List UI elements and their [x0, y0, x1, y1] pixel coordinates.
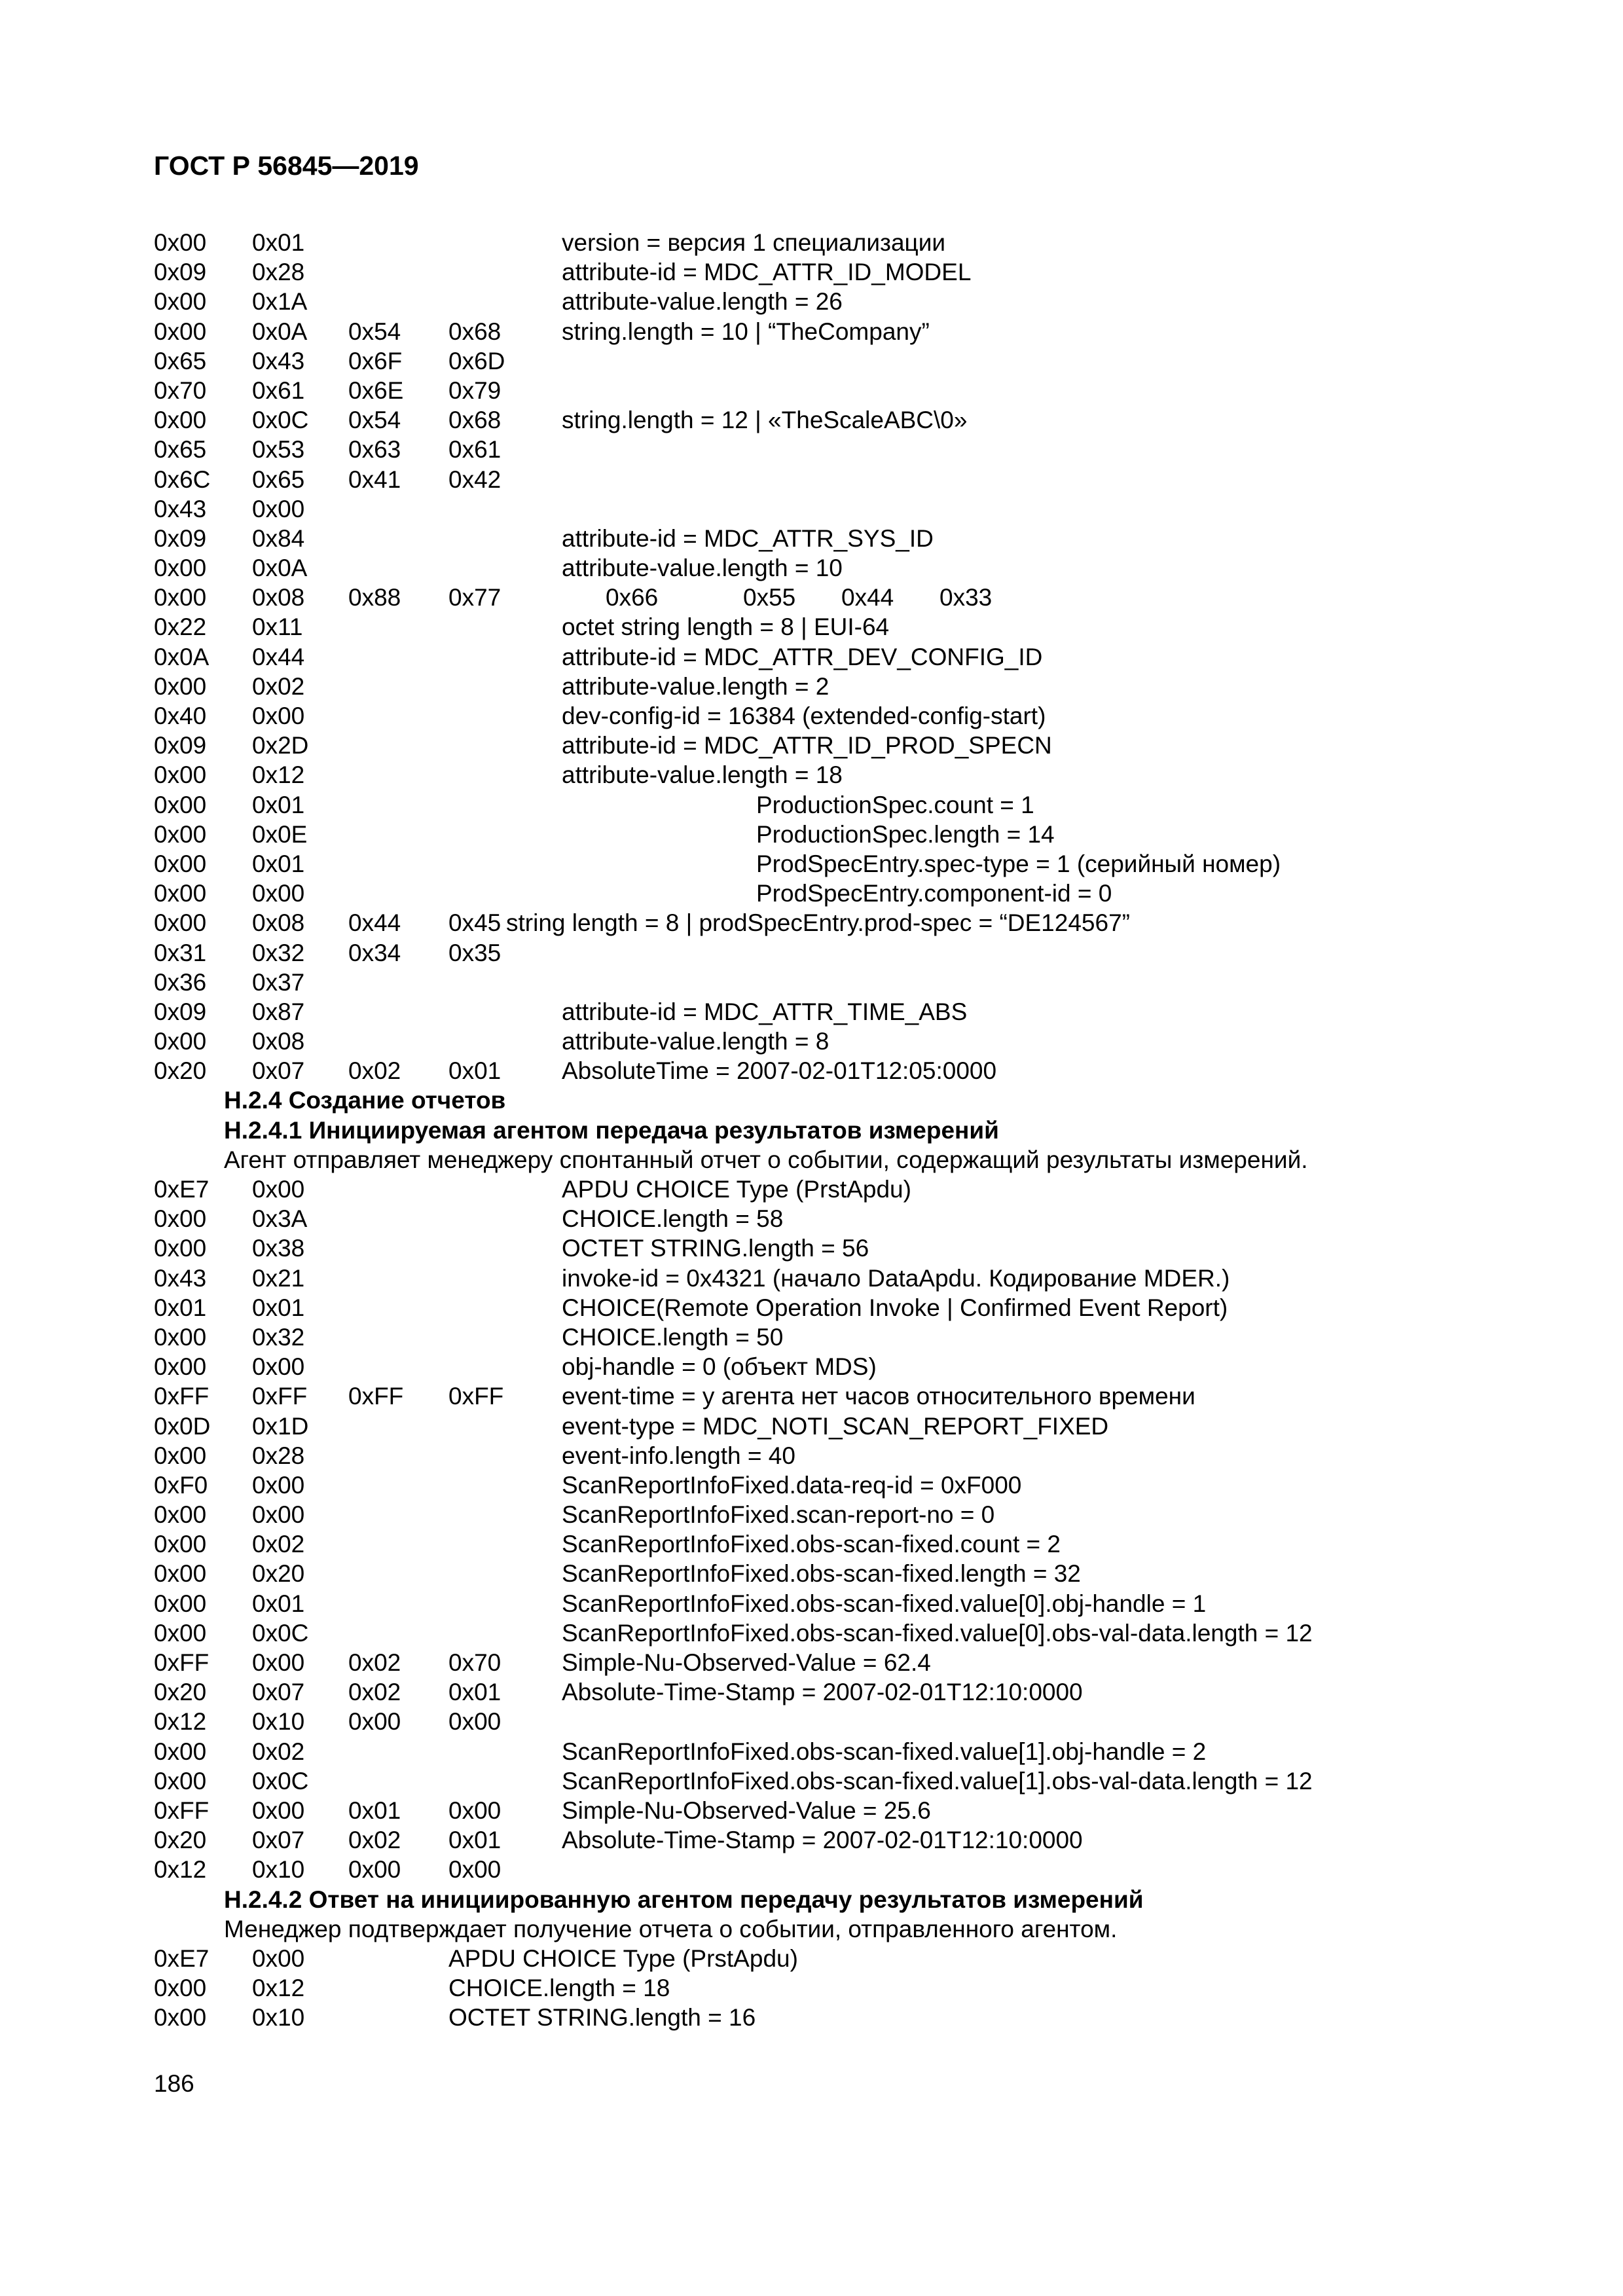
- hex-row: [154, 1412, 1529, 1441]
- hex-byte: 0x00: [448, 1856, 501, 1884]
- hex-row: [154, 1825, 1529, 1855]
- hex-byte: 0x36: [154, 968, 207, 996]
- hex-byte: 0x00: [252, 702, 305, 729]
- heading-text: H.2.4.1 Инициируемая агентом передача результатов измерений: [224, 1116, 999, 1144]
- hex-row: [154, 2003, 1529, 2032]
- hex-byte: 0x66: [606, 584, 659, 611]
- hex-byte: 0xFF: [252, 1383, 308, 1410]
- field-description: attribute-value.length = 2: [562, 672, 830, 700]
- field-description: CHOICE.length = 50: [562, 1323, 784, 1351]
- hex-byte: 0x00: [154, 1323, 207, 1351]
- hex-byte: 0x00: [252, 1944, 305, 1972]
- hex-row: [154, 317, 1529, 346]
- hex-byte: 0x09: [154, 732, 207, 759]
- hex-byte: 0x00: [154, 1738, 207, 1765]
- hex-byte: 0x00: [154, 1442, 207, 1469]
- hex-row: [154, 494, 1529, 524]
- hex-byte: 0x00: [154, 1501, 207, 1529]
- hex-row: [154, 1796, 1529, 1825]
- hex-byte: 0x10: [252, 1708, 305, 1736]
- field-description: ScanReportInfoFixed.obs-scan-fixed.value[1].obs-val-data.length = 12: [562, 1767, 1313, 1795]
- hex-byte: 0x00: [252, 1649, 305, 1676]
- document-header: ГОСТ Р 56845—2019: [154, 151, 419, 181]
- hex-row: [154, 1027, 1529, 1056]
- field-description: Simple-Nu-Observed-Value = 62.4: [562, 1649, 931, 1676]
- hex-row: [154, 346, 1529, 376]
- hex-byte: 0x55: [743, 584, 796, 611]
- hex-row: [154, 1264, 1529, 1293]
- hex-byte: 0x0D: [154, 1412, 211, 1440]
- hex-row: [154, 1233, 1529, 1263]
- hex-byte: 0x00: [154, 288, 207, 316]
- field-description: attribute-id = MDC_ATTR_TIME_ABS: [562, 998, 968, 1025]
- hex-row: [154, 287, 1529, 316]
- section-text: [154, 1914, 1529, 1944]
- field-description: ScanReportInfoFixed.obs-scan-fixed.length = 32: [562, 1560, 1081, 1588]
- field-description: attribute-value.length = 26: [562, 288, 843, 316]
- hex-byte: 0xFF: [448, 1383, 504, 1410]
- hex-byte: 0x00: [154, 584, 207, 611]
- hex-byte: 0x00: [154, 1353, 207, 1381]
- field-description: ProductionSpec.length = 14: [756, 820, 1055, 848]
- hex-row: [154, 908, 1529, 938]
- hex-byte: 0x10: [252, 1856, 305, 1884]
- hex-byte: 0x43: [154, 495, 207, 522]
- hex-byte: 0x02: [252, 1738, 305, 1765]
- hex-byte: 0x00: [252, 1353, 305, 1381]
- hex-byte: 0x00: [252, 1471, 305, 1499]
- hex-row: [154, 672, 1529, 701]
- hex-byte: 0x0A: [252, 318, 308, 345]
- hex-byte: 0x08: [252, 584, 305, 611]
- hex-byte: 0x70: [154, 376, 207, 404]
- field-description: ScanReportInfoFixed.obs-scan-fixed.value[0].obj-handle = 1: [562, 1590, 1207, 1617]
- hex-row: [154, 1855, 1529, 1884]
- section-heading: [154, 1116, 1529, 1145]
- hex-byte: 0x32: [252, 1323, 305, 1351]
- hex-byte: 0x02: [348, 1679, 401, 1706]
- hex-byte: 0x43: [252, 347, 305, 374]
- hex-row: [154, 1470, 1529, 1500]
- hex-byte: 0x70: [448, 1649, 501, 1676]
- hex-byte: 0x41: [348, 465, 401, 493]
- section-heading: [154, 1885, 1529, 1914]
- field-description: event-time = у агента нет часов относительного времени: [562, 1383, 1195, 1410]
- hex-byte: 0x0E: [252, 820, 308, 848]
- hex-byte: 0x1D: [252, 1412, 309, 1440]
- hex-byte: 0x65: [154, 436, 207, 464]
- hex-byte: 0x20: [154, 1827, 207, 1854]
- hex-byte: 0x68: [448, 318, 501, 345]
- hex-byte: 0x09: [154, 998, 207, 1025]
- hex-byte: 0x01: [448, 1827, 501, 1854]
- hex-row: [154, 849, 1529, 879]
- hex-byte: 0x45: [448, 909, 501, 937]
- hex-byte: 0x02: [348, 1649, 401, 1676]
- hex-byte: 0x33: [939, 584, 993, 611]
- hex-byte: 0x12: [154, 1856, 207, 1884]
- hex-byte: 0x00: [154, 1590, 207, 1617]
- hex-row: [154, 524, 1529, 553]
- hex-byte: 0x00: [154, 229, 207, 256]
- field-description: APDU CHOICE Type (PrstApdu): [448, 1944, 798, 1972]
- hex-byte: 0x00: [154, 909, 207, 937]
- hex-row: [154, 1352, 1529, 1381]
- hex-byte: 0xFF: [154, 1383, 210, 1410]
- hex-byte: 0x00: [154, 1975, 207, 2002]
- hex-byte: 0x02: [348, 1827, 401, 1854]
- hex-byte: 0x00: [154, 2004, 207, 2032]
- hex-byte: 0x01: [252, 1294, 305, 1321]
- field-description: string.length = 12 | «TheScaleABC\0»: [562, 407, 968, 434]
- hex-byte: 0x00: [154, 1619, 207, 1647]
- hex-row: [154, 968, 1529, 997]
- hex-byte: 0x09: [154, 524, 207, 552]
- hex-byte: 0x01: [252, 850, 305, 877]
- section-heading: [154, 1085, 1529, 1115]
- hex-row: [154, 376, 1529, 405]
- hex-byte: 0xF0: [154, 1471, 208, 1499]
- field-description: octet string length = 8 | EUI-64: [562, 613, 890, 641]
- hex-byte: 0x0C: [252, 1619, 309, 1647]
- hex-byte: 0x01: [252, 791, 305, 818]
- hex-byte: 0x02: [252, 672, 305, 700]
- hex-byte: 0x00: [154, 1205, 207, 1233]
- hex-byte: 0x00: [154, 1531, 207, 1558]
- hex-byte: 0x00: [348, 1856, 401, 1884]
- hex-byte: 0x00: [154, 555, 207, 582]
- hex-byte: 0xE7: [154, 1944, 210, 1972]
- field-description: AbsoluteTime = 2007-02-01T12:05:0000: [562, 1057, 997, 1085]
- field-description: ScanReportInfoFixed.obs-scan-fixed.count = 2: [562, 1531, 1061, 1558]
- hex-byte: 0x00: [154, 1560, 207, 1588]
- hex-byte: 0x12: [252, 761, 305, 789]
- hex-row: [154, 1381, 1529, 1411]
- hex-byte: 0x00: [448, 1708, 501, 1736]
- hex-row: [154, 465, 1529, 494]
- hex-byte: 0x43: [154, 1264, 207, 1292]
- hex-byte: 0x00: [154, 820, 207, 848]
- field-description: OCTET STRING.length = 56: [562, 1235, 869, 1262]
- field-description: ProdSpecEntry.spec-type = 1 (серийный номер): [756, 850, 1281, 877]
- hex-byte: 0x00: [154, 791, 207, 818]
- field-description: ScanReportInfoFixed.scan-report-no = 0: [562, 1501, 995, 1529]
- hex-row: [154, 228, 1529, 257]
- hex-byte: 0x02: [348, 1057, 401, 1085]
- hex-row: [154, 405, 1529, 435]
- hex-byte: 0x6D: [448, 347, 505, 374]
- field-description: OCTET STRING.length = 16: [448, 2004, 756, 2032]
- field-description: CHOICE.length = 18: [448, 1975, 670, 2002]
- hex-byte: 0x07: [252, 1057, 305, 1085]
- hex-byte: 0x40: [154, 702, 207, 729]
- hex-byte: 0x00: [252, 1796, 305, 1824]
- hex-byte: 0x12: [252, 1975, 305, 2002]
- hex-byte: 0x21: [252, 1264, 305, 1292]
- hex-byte: 0x02: [252, 1531, 305, 1558]
- heading-text: H.2.4.2 Ответ на инициированную агентом передачу результатов измерений: [224, 1886, 1144, 1913]
- hex-byte: 0x34: [348, 939, 401, 966]
- hex-row: [154, 1559, 1529, 1588]
- hex-byte: 0x01: [448, 1057, 501, 1085]
- hex-row: [154, 1618, 1529, 1648]
- paragraph-text: Агент отправляет менеджеру спонтанный отчет о событии, содержащий результаты измерений.: [224, 1146, 1308, 1173]
- hex-row: [154, 1944, 1529, 1973]
- hex-byte: 0x54: [348, 318, 401, 345]
- hex-row: [154, 701, 1529, 731]
- hex-byte: 0x68: [448, 407, 501, 434]
- hex-row: [154, 1441, 1529, 1470]
- hex-row: [154, 435, 1529, 464]
- hex-row: [154, 257, 1529, 287]
- hex-byte: 0x63: [348, 436, 401, 464]
- field-description: ScanReportInfoFixed.obs-scan-fixed.value[0].obs-val-data.length = 12: [562, 1619, 1313, 1647]
- field-description: Absolute-Time-Stamp = 2007-02-01T12:10:0000: [562, 1827, 1083, 1854]
- hex-byte: 0x10: [252, 2004, 305, 2032]
- hex-byte: 0x07: [252, 1827, 305, 1854]
- hex-byte: 0x35: [448, 939, 501, 966]
- hex-row: [154, 1529, 1529, 1559]
- hex-byte: 0x00: [154, 880, 207, 907]
- hex-byte: 0x00: [154, 1028, 207, 1055]
- field-description: attribute-id = MDC_ATTR_SYS_ID: [562, 524, 934, 552]
- hex-byte: 0x79: [448, 376, 501, 404]
- field-description: invoke-id = 0x4321 (начало DataApdu. Кодирование MDER.): [562, 1264, 1230, 1292]
- hex-byte: 0x28: [252, 259, 305, 286]
- hex-byte: 0x42: [448, 465, 501, 493]
- hex-row: [154, 553, 1529, 583]
- hex-byte: 0x2D: [252, 732, 309, 759]
- field-description: attribute-id = MDC_ATTR_ID_MODEL: [562, 259, 972, 286]
- hex-byte: 0x65: [252, 465, 305, 493]
- hex-byte: 0x09: [154, 259, 207, 286]
- hex-byte: 0x00: [154, 672, 207, 700]
- hex-byte: 0xFF: [154, 1649, 210, 1676]
- hex-row: [154, 879, 1529, 908]
- hex-byte: 0x08: [252, 1028, 305, 1055]
- hex-dump-listing: [154, 228, 1529, 2032]
- hex-byte: 0x3A: [252, 1205, 308, 1233]
- hex-byte: 0x00: [252, 880, 305, 907]
- field-description: CHOICE.length = 58: [562, 1205, 784, 1233]
- field-description: APDU CHOICE Type (PrstApdu): [562, 1176, 911, 1203]
- hex-row: [154, 731, 1529, 760]
- hex-byte: 0x44: [252, 643, 305, 670]
- hex-byte: 0x00: [448, 1796, 501, 1824]
- hex-byte: 0x61: [448, 436, 501, 464]
- field-description: attribute-value.length = 18: [562, 761, 843, 789]
- hex-byte: 0x00: [348, 1708, 401, 1736]
- field-description: obj-handle = 0 (объект MDS): [562, 1353, 877, 1381]
- hex-row: [154, 1204, 1529, 1233]
- hex-byte: 0x22: [154, 613, 207, 641]
- hex-row: [154, 1589, 1529, 1618]
- hex-byte: 0x88: [348, 584, 401, 611]
- hex-row: [154, 642, 1529, 672]
- field-description: attribute-value.length = 10: [562, 555, 843, 582]
- hex-row: [154, 1677, 1529, 1707]
- paragraph-text: Менеджер подтверждает получение отчета о событии, отправленного агентом.: [224, 1915, 1118, 1942]
- field-description: string length = 8 | prodSpecEntry.prod-spec = “DE124567”: [506, 909, 1130, 937]
- hex-byte: 0x6F: [348, 347, 403, 374]
- heading-text: H.2.4 Создание отчетов: [224, 1087, 506, 1114]
- hex-row: [154, 1737, 1529, 1766]
- hex-byte: 0x31: [154, 939, 207, 966]
- field-description: ScanReportInfoFixed.data-req-id = 0xF000: [562, 1471, 1022, 1499]
- hex-byte: 0x87: [252, 998, 305, 1025]
- hex-row: [154, 1766, 1529, 1796]
- hex-row: [154, 1648, 1529, 1677]
- hex-byte: 0xFF: [348, 1383, 404, 1410]
- hex-byte: 0x12: [154, 1708, 207, 1736]
- hex-row: [154, 1322, 1529, 1352]
- hex-byte: 0x44: [348, 909, 401, 937]
- hex-byte: 0x1A: [252, 288, 308, 316]
- field-description: event-type = MDC_NOTI_SCAN_REPORT_FIXED: [562, 1412, 1109, 1440]
- hex-row: [154, 1707, 1529, 1736]
- field-description: ProductionSpec.count = 1: [756, 791, 1034, 818]
- hex-byte: 0x6C: [154, 465, 211, 493]
- hex-byte: 0x28: [252, 1442, 305, 1469]
- hex-byte: 0x00: [154, 1235, 207, 1262]
- field-description: ScanReportInfoFixed.obs-scan-fixed.value[1].obj-handle = 2: [562, 1738, 1207, 1765]
- hex-byte: 0x00: [154, 407, 207, 434]
- hex-byte: 0x38: [252, 1235, 305, 1262]
- hex-byte: 0x44: [841, 584, 894, 611]
- hex-byte: 0x61: [252, 376, 305, 404]
- hex-byte: 0xFF: [154, 1796, 210, 1824]
- hex-row: [154, 583, 1529, 612]
- field-description: Absolute-Time-Stamp = 2007-02-01T12:10:0000: [562, 1679, 1083, 1706]
- hex-row: [154, 760, 1529, 790]
- hex-byte: 0x0A: [154, 643, 210, 670]
- hex-byte: 0x01: [348, 1796, 401, 1824]
- hex-byte: 0x00: [154, 761, 207, 789]
- hex-byte: 0x00: [252, 1176, 305, 1203]
- field-description: dev-config-id = 16384 (extended-config-start): [562, 702, 1046, 729]
- field-description: ProdSpecEntry.component-id = 0: [756, 880, 1112, 907]
- hex-byte: 0x77: [448, 584, 501, 611]
- hex-row: [154, 1056, 1529, 1085]
- hex-byte: 0x00: [154, 850, 207, 877]
- hex-byte: 0x01: [154, 1294, 207, 1321]
- hex-byte: 0x0C: [252, 407, 309, 434]
- hex-byte: 0x54: [348, 407, 401, 434]
- hex-row: [154, 938, 1529, 968]
- hex-byte: 0x84: [252, 524, 305, 552]
- field-description: attribute-id = MDC_ATTR_ID_PROD_SPECN: [562, 732, 1052, 759]
- hex-byte: 0x0C: [252, 1767, 309, 1795]
- hex-byte: 0x00: [154, 318, 207, 345]
- field-description: attribute-value.length = 8: [562, 1028, 830, 1055]
- hex-row: [154, 820, 1529, 849]
- hex-byte: 0x00: [252, 495, 305, 522]
- hex-byte: 0x65: [154, 347, 207, 374]
- hex-row: [154, 1500, 1529, 1529]
- hex-byte: 0x20: [252, 1560, 305, 1588]
- field-description: version = версия 1 специализации: [562, 229, 946, 256]
- hex-row: [154, 1973, 1529, 2003]
- field-description: attribute-id = MDC_ATTR_DEV_CONFIG_ID: [562, 643, 1043, 670]
- hex-byte: 0x01: [448, 1679, 501, 1706]
- hex-byte: 0x00: [252, 1501, 305, 1529]
- hex-byte: 0x00: [154, 1767, 207, 1795]
- hex-byte: 0x0A: [252, 555, 308, 582]
- section-text: [154, 1145, 1529, 1175]
- hex-byte: 0x01: [252, 229, 305, 256]
- hex-byte: 0x01: [252, 1590, 305, 1617]
- hex-byte: 0x53: [252, 436, 305, 464]
- hex-byte: 0x32: [252, 939, 305, 966]
- hex-row: [154, 612, 1529, 642]
- field-description: Simple-Nu-Observed-Value = 25.6: [562, 1796, 931, 1824]
- hex-row: [154, 1293, 1529, 1322]
- hex-row: [154, 997, 1529, 1027]
- field-description: CHOICE(Remote Operation Invoke | Confirmed Event Report): [562, 1294, 1228, 1321]
- hex-byte: 0x20: [154, 1057, 207, 1085]
- hex-row: [154, 1175, 1529, 1204]
- field-description: string.length = 10 | “TheCompany”: [562, 318, 930, 345]
- hex-byte: 0x11: [252, 613, 303, 641]
- hex-byte: 0xE7: [154, 1176, 210, 1203]
- hex-byte: 0x07: [252, 1679, 305, 1706]
- field-description: event-info.length = 40: [562, 1442, 795, 1469]
- hex-row: [154, 790, 1529, 820]
- hex-byte: 0x20: [154, 1679, 207, 1706]
- page-number: 186: [154, 2070, 194, 2097]
- hex-byte: 0x6E: [348, 376, 404, 404]
- hex-byte: 0x08: [252, 909, 305, 937]
- hex-byte: 0x37: [252, 968, 305, 996]
